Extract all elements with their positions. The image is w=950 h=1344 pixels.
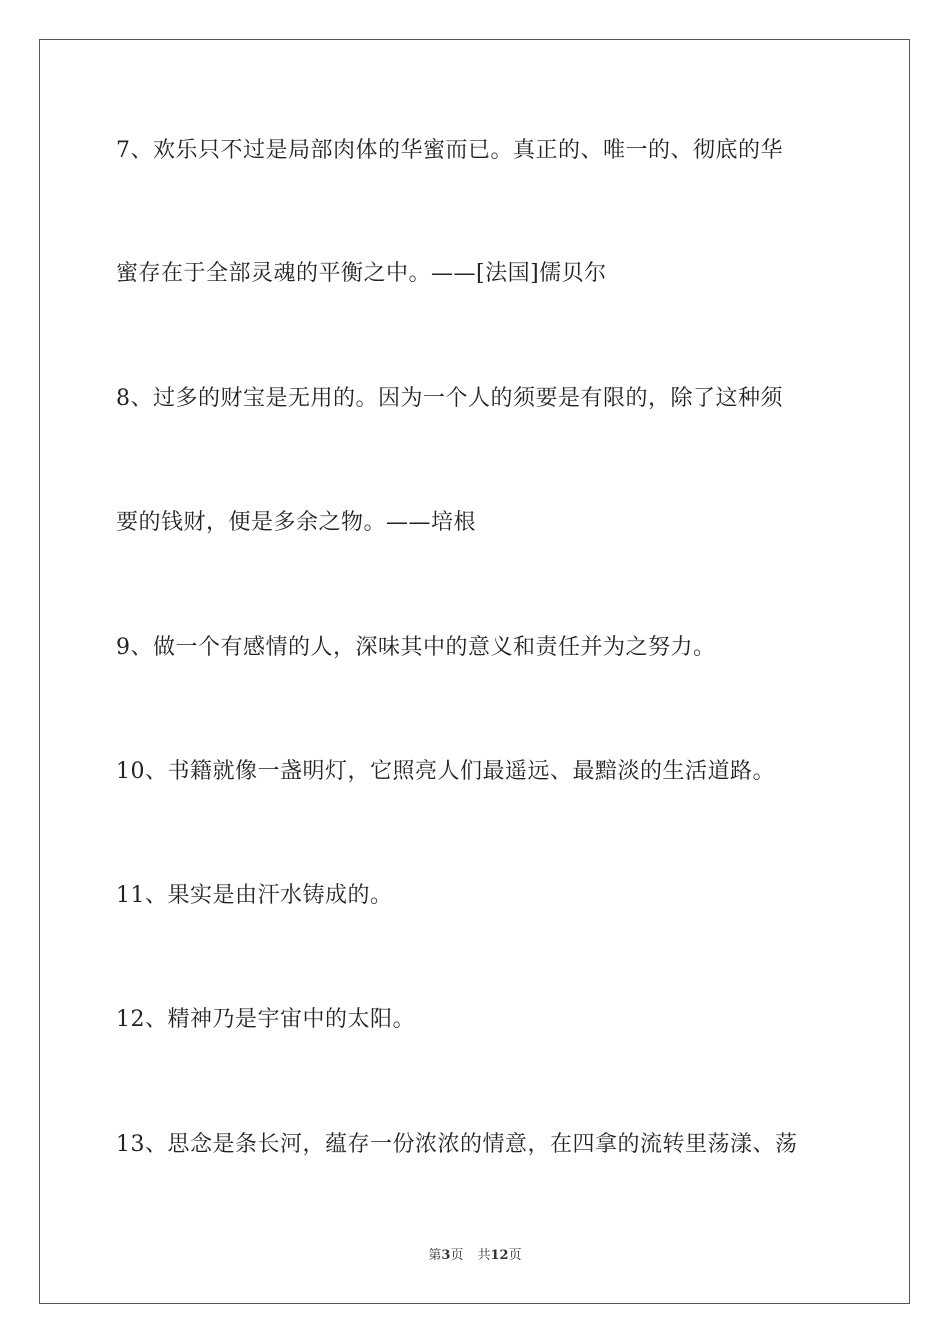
quote-7-line-1: 7、欢乐只不过是局部肉体的华蜜而已。真正的、唯一的、彻底的华 bbox=[116, 138, 783, 163]
page-border bbox=[39, 39, 910, 1304]
quote-8-line-2: 要的钱财，便是多余之物。——培根 bbox=[116, 510, 477, 535]
footer-total-suffix: 页 bbox=[508, 1248, 522, 1263]
quote-11: 11、果实是由汗水铸成的。 bbox=[116, 883, 393, 908]
quote-13-line-1: 13、思念是条长河，蕴存一份浓浓的情意，在四拿的流转里荡漾、荡 bbox=[116, 1132, 798, 1157]
footer-page-number: 3 bbox=[441, 1248, 451, 1263]
quote-12: 12、精神乃是宇宙中的太阳。 bbox=[116, 1007, 415, 1032]
footer-page-prefix: 第 bbox=[428, 1248, 442, 1263]
page-footer bbox=[0, 1247, 950, 1265]
footer-total-pages: 12 bbox=[490, 1248, 509, 1263]
footer-total-prefix: 共 bbox=[477, 1248, 491, 1263]
quote-8-line-1: 8、过多的财宝是无用的。因为一个人的须要是有限的，除了这种须 bbox=[116, 386, 783, 411]
quote-9: 9、做一个有感情的人，深味其中的意义和责任并为之努力。 bbox=[116, 635, 716, 660]
quote-10: 10、书籍就像一盏明灯，它照亮人们最遥远、最黯淡的生活道路。 bbox=[116, 759, 775, 784]
quote-7-line-2: 蜜存在于全部灵魂的平衡之中。——[法国]儒贝尔 bbox=[116, 261, 607, 286]
footer-page-suffix: 页 bbox=[450, 1248, 464, 1263]
